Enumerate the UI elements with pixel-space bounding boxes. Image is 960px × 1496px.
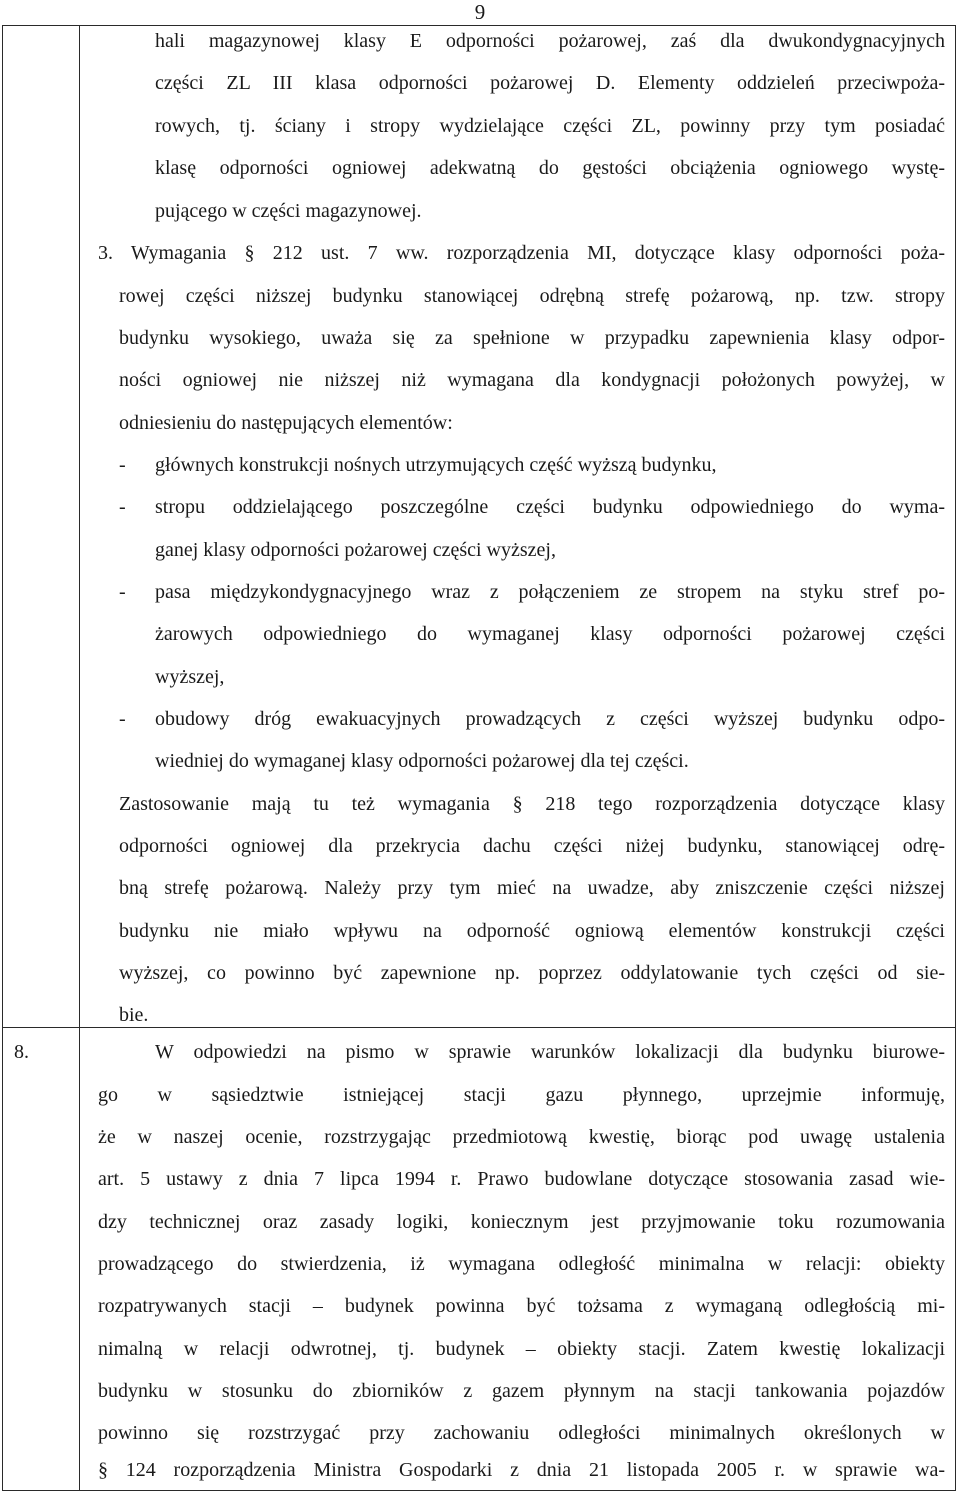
bullet-text: stropu oddzielającego poszczególne części budynku odpowiedniego do wyma-: [155, 496, 945, 518]
bullet-text: wyższej,: [155, 666, 225, 688]
row-8-line: rozpatrywanych stacji – budynek powinna być tożsama z wymaganą odległością mi-: [98, 1295, 945, 1317]
closing-line: bie.: [119, 1004, 149, 1026]
page-number: 9: [474, 0, 486, 24]
row-8-line: prowadzącego do stwierdzenia, iż wymagana odległość minimalna w relacji: obiekty: [98, 1253, 945, 1275]
closing-line: wyższej, co powinno być zapewnione np. poprzez oddylatowanie tych części od sie-: [119, 962, 945, 984]
point-3-line: ności ogniowej nie niższej niż wymagana dla kondygnacji położonych powyżej, w: [119, 369, 945, 391]
paragraph-line: rowych, tj. ściany i stropy wydzielające części ZL, powinny przy tym posiadać: [155, 115, 945, 137]
bullet-dash: -: [119, 581, 126, 603]
row-8-line: art. 5 ustawy z dnia 7 lipca 1994 r. Prawo budowlane dotyczące stosowania zasad wie-: [98, 1168, 945, 1190]
row-8-line: nimalną w relacji odwrotnej, tj. budynek – obiekty stacji. Zatem kwestię lokalizacji: [98, 1338, 945, 1360]
point-3-line: budynku wysokiego, uważa się za spełnione w przypadku zapewnienia klasy odpor-: [119, 327, 945, 349]
closing-line: Zastosowanie mają tu też wymagania § 218 tego rozporządzenia dotyczące klasy: [119, 793, 945, 815]
column-divider: [79, 25, 80, 1491]
point-3-line: odniesieniu do następujących elementów:: [119, 412, 453, 434]
closing-line: odporności ogniowej dla przekrycia dachu części niżej budynku, stanowiącej odrę-: [119, 835, 945, 857]
paragraph-line: klasę odporności ogniowej adekwatną do gęstości obciążenia ogniowego wystę-: [155, 157, 945, 179]
paragraph-line: hali magazynowej klasy E odporności pożarowej, zaś dla dwukondygnacyjnych: [155, 30, 945, 52]
bullet-text: obudowy dróg ewakuacyjnych prowadzących z części wyższej budynku odpo-: [155, 708, 945, 730]
row-8-line: go w sąsiedztwie istniejącej stacji gazu płynnego, uprzejmie informuję,: [98, 1084, 945, 1106]
closing-line: bną strefę pożarową. Należy przy tym mieć na uwadze, aby zniszczenie części niższej: [119, 877, 945, 899]
row-8-line: W odpowiedzi na pismo w sprawie warunków lokalizacji dla budynku biurowe-: [155, 1041, 945, 1063]
bullet-text: głównych konstrukcji nośnych utrzymujących część wyższą budynku,: [155, 454, 717, 476]
row-divider: [2, 1027, 956, 1028]
bullet-text: wiedniej do wymaganej klasy odporności pożarowej dla tej części.: [155, 750, 689, 772]
point-3-line: rowej części niższej budynku stanowiącej odrębną strefę pożarową, np. tzw. stropy: [119, 285, 945, 307]
row-8-line: powinno się rozstrzygać przy zachowaniu odległości minimalnych określonych w: [98, 1422, 945, 1444]
row-8-line: że w naszej ocenie, rozstrzygając przedmiotową kwestię, biorąc pod uwagę ustalenia: [98, 1126, 945, 1148]
row-number: 8.: [14, 1041, 29, 1063]
bullet-dash: -: [119, 496, 126, 518]
bullet-text: pasa międzykondygnacyjnego wraz z połączeniem ze stropem na styku stref po-: [155, 581, 945, 603]
bullet-dash: -: [119, 708, 126, 730]
row-8-line: § 124 rozporządzenia Ministra Gospodarki z dnia 21 listopada 2005 r. w sprawie wa-: [98, 1459, 945, 1481]
closing-line: budynku nie miało wpływu na odporność ogniową elementów konstrukcji części: [119, 920, 945, 942]
bullet-dash: -: [119, 454, 126, 476]
bullet-text: żarowych odpowiedniego do wymaganej klasy odporności pożarowej części: [155, 623, 945, 645]
row-8-line: dzy technicznej oraz zasady logiki, koniecznym jest przyjmowanie toku rozumowania: [98, 1211, 945, 1233]
paragraph-line: pującego w części magazynowej.: [155, 200, 422, 222]
paragraph-line: części ZL III klasa odporności pożarowej D. Elementy oddzieleń przeciwpoża-: [155, 72, 945, 94]
point-3-line: 3. Wymagania § 212 ust. 7 ww. rozporządzenia MI, dotyczące klasy odporności poża-: [98, 242, 945, 264]
row-8-line: budynku w stosunku do zbiorników z gazem płynnym na stacji tankowania pojazdów: [98, 1380, 945, 1402]
bullet-text: ganej klasy odporności pożarowej części wyższej,: [155, 539, 556, 561]
